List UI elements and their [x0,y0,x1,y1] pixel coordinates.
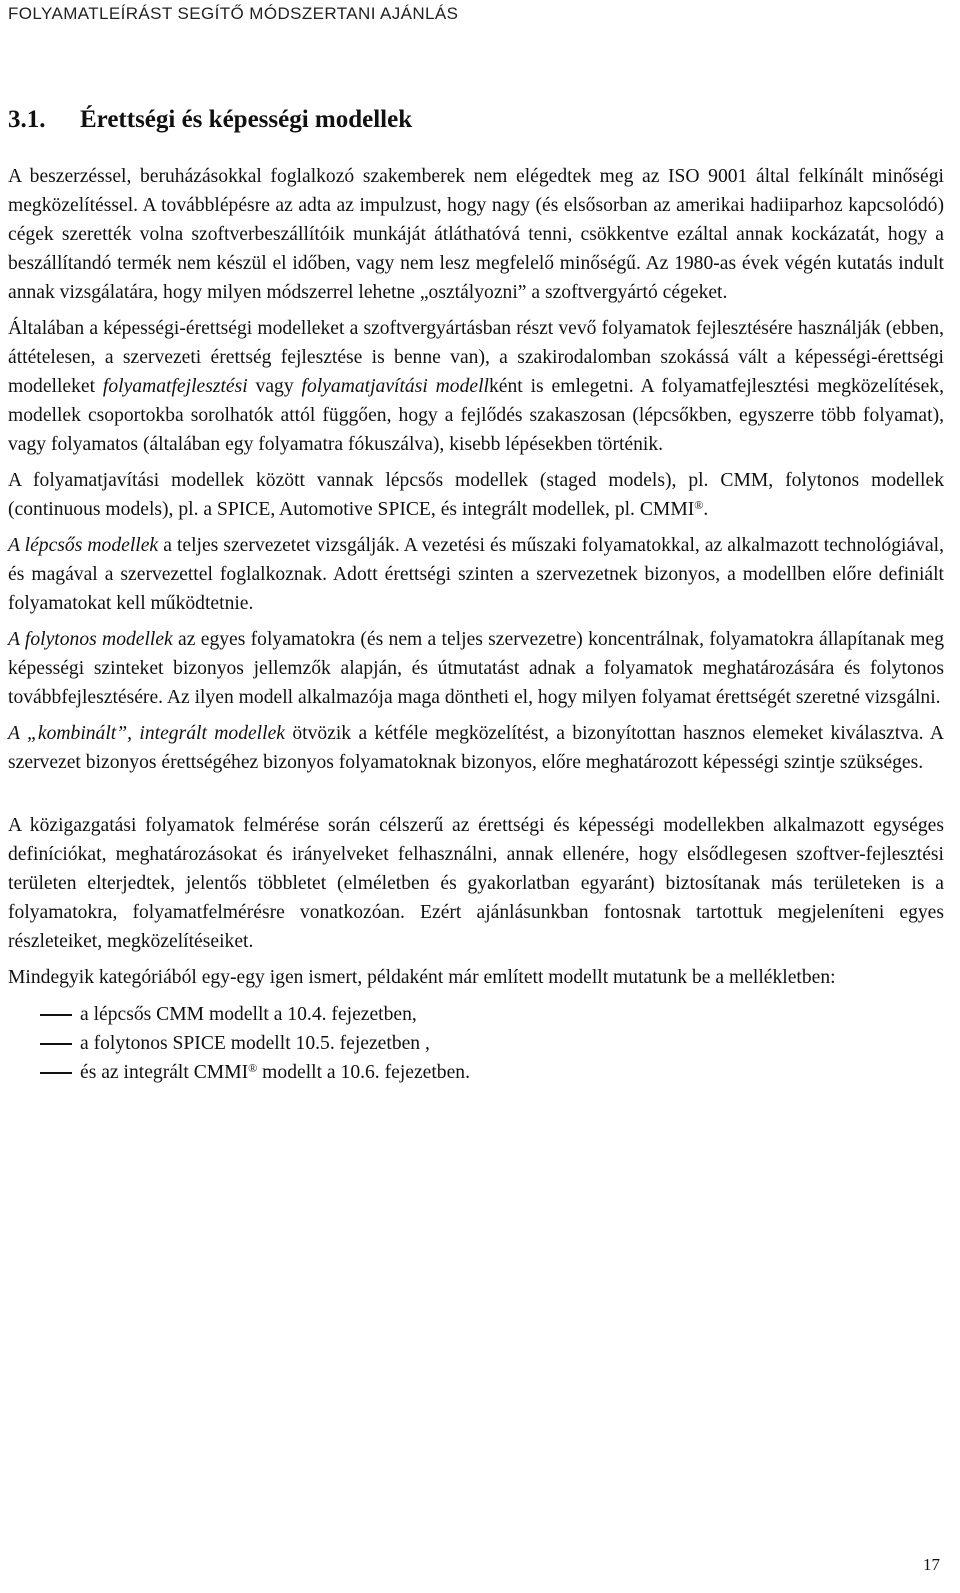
paragraph-text: A beszerzéssel, beruházásokkal foglalkozó szakemberek nem elégedtek meg az ISO 9001 által felkínált minőségi megközelítéssel. A továbblépésre az adta az impulzust, hogy nagy (és elsősorban az amerikai hadiiparhoz kapcsolódó) cégek szerették volna szoftverbeszállítóik munkáját átláthatóvá tenni, csökkentve ezáltal annak kockázatát, hogy a beszállítandó termék nem készül el időben, vagy nem lesz megfelelő minőségű. Az 1980-as évek végén kutatás indult annak vizsgálatára, hogy milyen módszerrel lehetne „osztályozni” a szoftvergyártó cégeket. [8,166,944,303]
dash-bullet-icon [40,1014,72,1016]
italic-term: A folytonos modellek [8,629,173,650]
paragraph-text: a teljes szervezetet vizsgálják. A vezetési és műszaki folyamatokkal, az alkalmazott technológiával, és magával a szervezettel foglalkoznak. Adott érettségi szinten a szervezetnek bizonyos, a modellben előre definiált folyamatokat kell működtetnie. [8,535,944,614]
paragraph-text: vagy [247,376,302,397]
paragraph-text: . [703,499,709,520]
paragraph-text: ként is emlegetni. A folyamatfejlesztési megközelítések, modellek csoportokba sorolhatók attól függően, hogy a fejlődés szakaszosan (lépcsőkben, egyszerre több folyamat), vagy folyamatos (általában egy folyamatra fókuszálva), kisebb lépésekben történik. [8,376,944,455]
section-title: Érettségi és képességi modellek [80,106,413,133]
paragraph-public-admin [8,811,944,956]
paragraph-text: az egyes folyamatokra (és nem a teljes szervezetre) koncentrálnak, folyamatokra állapítanak meg képességi szinteket bizonyos jellemzők alapján, és útmutatást adnak a folyamatok meghatározására és folytonos továbbfejlesztésére. Az ilyen modell alkalmazója maga döntheti el, hogy milyen folyamat érettségét szeretné vizsgálni. [8,629,944,708]
italic-term: folyamatjavítási modell [301,376,489,397]
paragraph-text: ötvözik a kétféle megközelítést, a bizonyítottan hasznos elemeket kiválasztva. A szervezet bizonyos érettségéhez bizonyos folyamatoknak bizonyos, előre meghatározott képességi szintje szükséges. [8,723,945,773]
page-number: 17 [923,1555,940,1574]
list-item-text: a lépcsős CMM modellt a 10.4. fejezetben, [80,1004,417,1025]
paragraph-models-usage [8,314,944,459]
paragraph-model-types [8,466,944,524]
paragraph-text: Mindegyik kategóriából egy-egy igen ismert, példaként már említett modellt mutatunk be a mellékletben: [8,967,836,988]
italic-term: folyamatfejlesztési [102,376,248,397]
dash-bullet-icon [40,1043,72,1045]
registered-mark: ® [694,498,704,512]
italic-term: A lépcsős modellek [8,535,159,556]
spacer [8,777,944,811]
list-item [8,1029,944,1058]
list-item [8,1000,944,1029]
list-item-text: modellt a 10.6. fejezetben. [257,1062,470,1083]
registered-mark: ® [248,1061,258,1075]
list-item [8,1058,944,1087]
italic-term: A „kombinált”, integrált modellek [8,723,285,744]
paragraph-text: Általában a képességi-érettségi modelleket a szoftvergyártásban részt vevő folyamatok fejlesztésére használják (ebben, áttételesen, a szervezeti érettség fejlesztése is benne van), a szakirodalomban szokássá vált a képességi-érettségi modelleket [8,318,944,397]
dash-bullet-icon [40,1072,72,1074]
paragraph-text: A folyamatjavítási modellek között vannak lépcsős modellek (staged models), pl. CMM, folytonos modellek (continuous models), pl. a SPICE, Automotive SPICE, és integrált modellek, pl. CMMI [8,470,944,520]
list-item-text: a folytonos SPICE modellt 10.5. fejezetben , [80,1033,430,1054]
body-text [8,162,944,1087]
paragraph-text: A közigazgatási folyamatok felmérése során célszerű az érettségi és képességi modellekben alkalmazott egységes definíciókat, meghatározásokat és irányelveket felhasználni, annak ellenére, hogy elsődlegesen szoftver-fejlesztési területen elterjedtek, jelentős többletet (elméletben és gyakorlatban egyaránt) biztosítanak más területeken is a folyamatokra, folyamatfelmérésre vonatkozóan. Ezért ajánlásunkban fontosnak tartottuk megjeleníteni egyes részleteiket, megközelítéseiket. [8,815,944,952]
annex-list [8,1000,944,1087]
paragraph-staged [8,531,944,618]
section-number: 3.1. [8,106,46,133]
paragraph-annex-intro [8,963,944,992]
paragraph-intro [8,162,944,307]
paragraph-combined [8,719,944,777]
running-header: FOLYAMATLEÍRÁST SEGÍTŐ MÓDSZERTANI AJÁNLÁS [8,4,459,23]
list-item-text: és az integrált CMMI [80,1062,249,1083]
section-heading [8,106,412,134]
paragraph-continuous [8,625,944,712]
